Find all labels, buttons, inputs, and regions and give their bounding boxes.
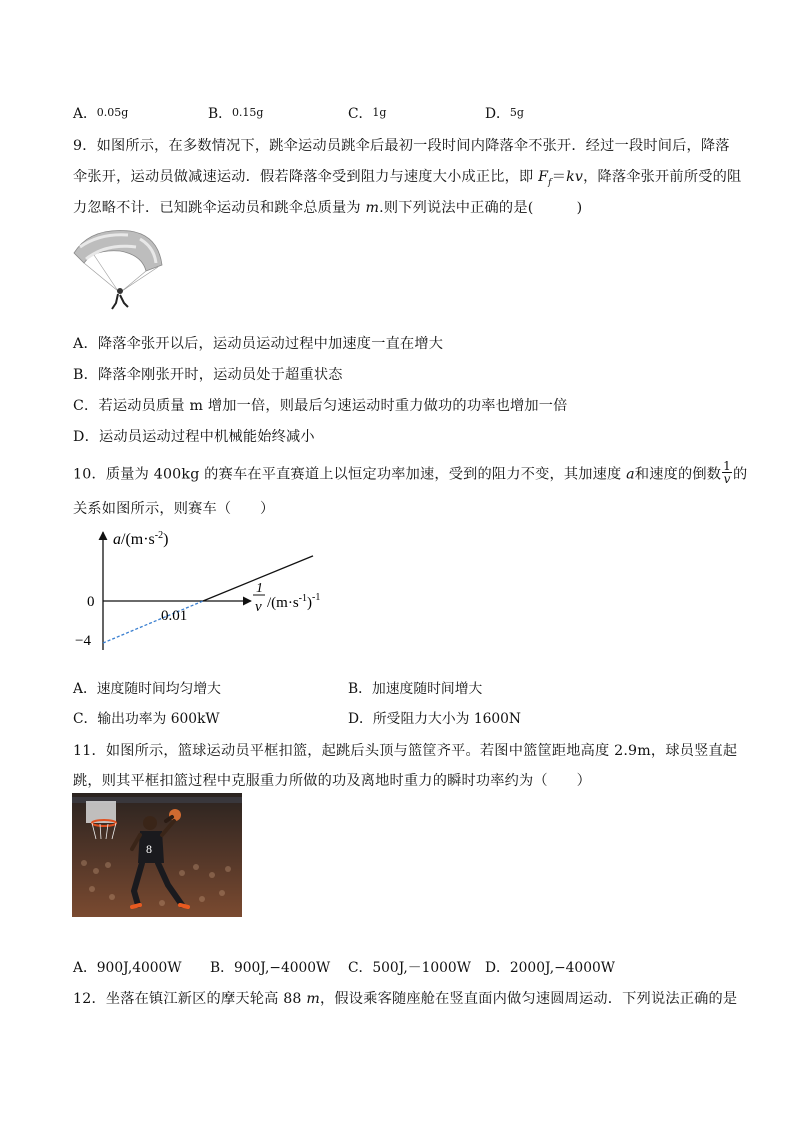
q9-option-c[interactable]: C．若运动员质量 m 增加一倍，则最后匀速运动时重力做功的功率也增加一倍 — [73, 398, 568, 414]
option-text: 0.15g — [231, 106, 264, 119]
q9-option-a[interactable]: A．降落伞张开以后，运动员运动过程中加速度一直在增大 — [73, 336, 444, 352]
option-text: 5g — [509, 106, 524, 119]
option-text: 500J,－1000W — [372, 960, 471, 976]
q9-stem-line-1: 9．如图所示，在多数情况下，跳伞运动员跳伞后最初一段时间内降落伞不张开．经过一段时间后，降落 — [73, 138, 730, 154]
option-letter: B． — [348, 681, 372, 697]
q11-stem-line-1: 11．如图所示，篮球运动员平框扣篮，起跳后头顶与篮筐齐平。若图中篮筐距地高度 2.9m，球员竖直起 — [73, 743, 738, 759]
q9-stem-line-2 — [73, 166, 741, 188]
q8-option-d[interactable] — [485, 102, 524, 122]
q10-stem-line-2: 关系如图所示，则赛车（ ） — [73, 501, 275, 517]
option-letter: B． — [208, 106, 232, 122]
acceleration-symbol: a — [626, 466, 635, 483]
x-axis-label — [253, 581, 320, 615]
text: 12．坐落在镇江新区的摩天轮高 88 — [73, 991, 307, 1007]
jersey-number: 8 — [146, 842, 152, 856]
q8-option-c[interactable] — [348, 102, 386, 122]
x-tick-label: 0.01 — [161, 608, 188, 624]
text: 10．质量为 400kg 的赛车在平直赛道上以恒定功率加速，受到的阻力不变，其加速度 — [73, 466, 627, 483]
parachute-illustration — [70, 225, 165, 313]
text: 的 — [732, 466, 748, 483]
reciprocal-velocity-fraction — [722, 460, 732, 485]
formula-symbol: F — [538, 169, 549, 185]
mass-symbol: m — [365, 200, 380, 216]
x-label-denominator: v — [255, 599, 262, 615]
q12-stem-line-1 — [73, 988, 737, 1008]
q10-option-a[interactable] — [73, 677, 221, 697]
extrapolated-dashed-line — [103, 601, 203, 643]
acceleration-vs-reciprocal-velocity-graph — [75, 522, 345, 662]
x-label-unit: $/(m\cdot s^{-1})^{-1}$ — [267, 592, 321, 611]
text: ，假设乘客随座舱在竖直面内做匀速圆周运动．下列说法正确的是 — [320, 991, 738, 1007]
q8-option-b[interactable] — [208, 102, 263, 122]
fraction-numerator: 1 — [723, 459, 731, 473]
q11-option-c[interactable] — [348, 956, 471, 976]
q11-option-d[interactable] — [485, 956, 615, 976]
option-letter: D． — [485, 960, 510, 976]
formula-symbol: kv — [566, 169, 584, 185]
y-intercept-label: −4 — [75, 633, 91, 649]
q10-option-b[interactable] — [348, 677, 482, 697]
text: 力忽略不计．已知跳伞运动员和跳伞总质量为 — [73, 200, 366, 216]
option-text: 900J,−4000W — [233, 960, 331, 976]
q11-option-a[interactable] — [73, 956, 182, 976]
q9-stem-line-3 — [73, 197, 582, 217]
option-text: 所受阻力大小为 1600N — [372, 711, 522, 727]
option-letter: C． — [348, 106, 373, 122]
q10-stem-line-1 — [73, 459, 748, 487]
q11-option-b[interactable] — [210, 956, 330, 976]
y-axis-label: $a/(m\cdot s^{-2})$ — [113, 530, 169, 548]
q9-option-b[interactable]: B．降落伞刚张开时，运动员处于超重状态 — [73, 367, 343, 383]
option-letter: C． — [73, 711, 98, 727]
text: 和速度的倒数 — [634, 466, 722, 483]
option-text: 输出功率为 600kW — [97, 711, 220, 727]
q8-option-a[interactable] — [73, 102, 128, 122]
text: 伞张开，运动员做减速运动．假若降落伞受到阻力与速度大小成正比，即 — [73, 169, 539, 185]
x-label-numerator: 1 — [256, 581, 263, 596]
option-letter: A． — [73, 960, 97, 976]
origin-label: 0 — [87, 594, 95, 610]
formula-equals: ＝ — [551, 169, 567, 185]
option-letter: A． — [73, 681, 97, 697]
q11-stem-line-2: 跳，则其平框扣篮过程中克服重力所做的功及离地时重力的瞬时功率约为（ ） — [73, 773, 591, 789]
q9-option-d[interactable]: D．运动员运动过程中机械能始终减小 — [73, 429, 315, 445]
q10-option-d[interactable] — [348, 707, 521, 727]
option-letter: D． — [348, 711, 373, 727]
option-text: 0.05g — [96, 106, 129, 119]
option-text: 加速度随时间增大 — [371, 681, 483, 697]
unit-symbol: m — [306, 991, 321, 1007]
option-text: 2000J,−4000W — [509, 960, 615, 976]
option-letter: A． — [73, 106, 97, 122]
fraction-denominator: v — [723, 472, 731, 486]
option-text: 900J,4000W — [96, 960, 182, 976]
option-text: 速度随时间均匀增大 — [96, 681, 221, 697]
basketball-dunk-photo — [72, 793, 242, 917]
q10-option-c[interactable] — [73, 707, 220, 727]
option-text: 1g — [372, 106, 387, 119]
text: .则下列说法中正确的是( ) — [379, 200, 583, 216]
option-letter: D． — [485, 106, 510, 122]
option-letter: B． — [210, 960, 234, 976]
text: ，降落伞张开前所受的阻 — [583, 169, 742, 185]
option-letter: C． — [348, 960, 373, 976]
formula-subscript: f — [548, 177, 552, 188]
